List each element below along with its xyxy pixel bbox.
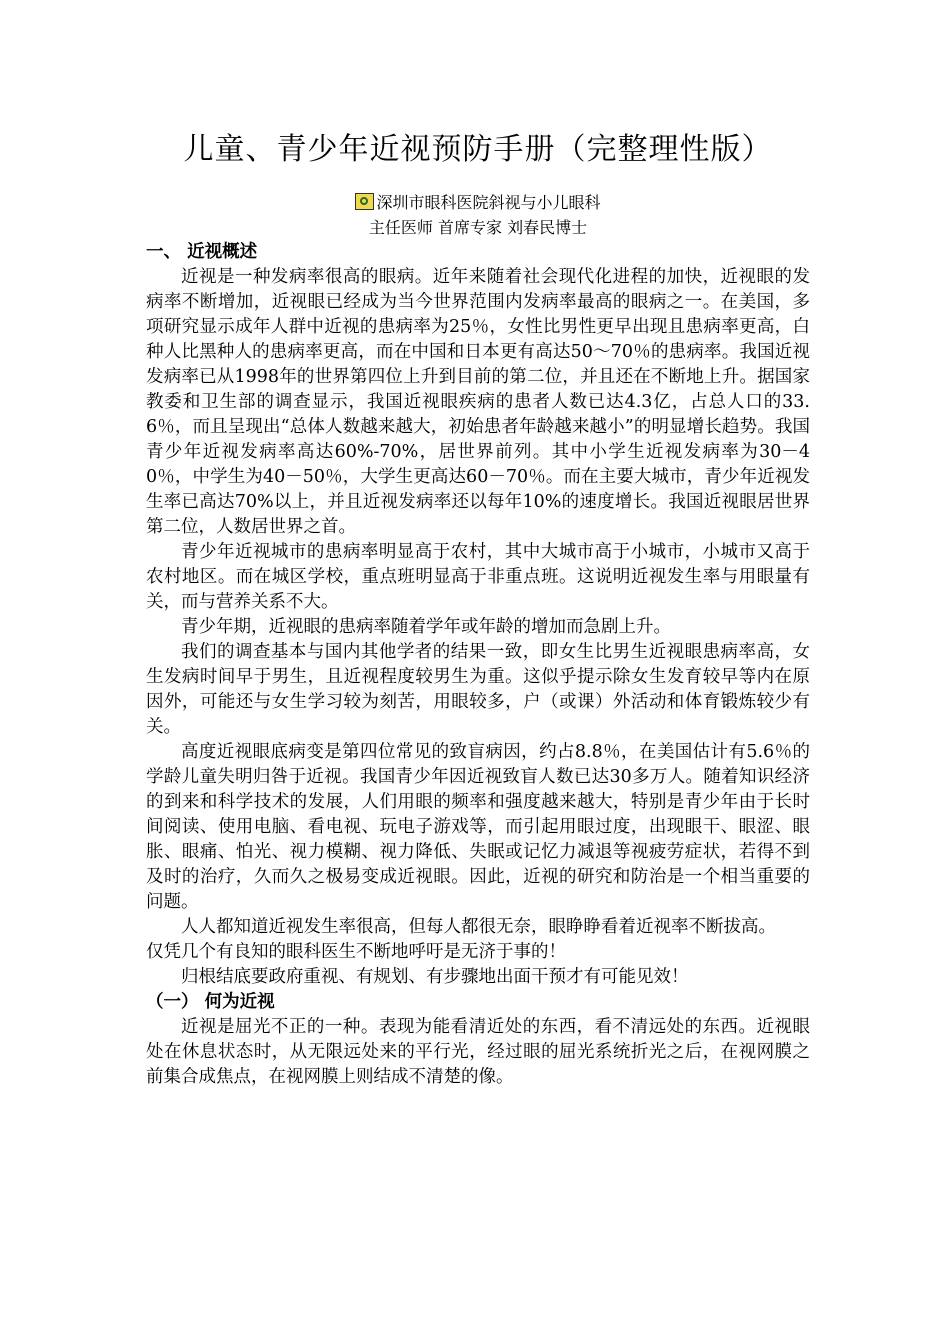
author-affiliation-text: 深圳市眼科医院斜视与小儿眼科 xyxy=(376,193,601,212)
author-affiliation xyxy=(146,190,810,215)
paragraph-2: 青少年近视城市的患病率明显高于农村，其中大城市高于小城市，小城市又高于农村地区。而在城区学校，重点班明显高于非重点班。这说明近视发生率与用眼量有关，而与营养关系不大。 xyxy=(146,542,810,612)
subsection-paragraph: 近视是屈光不正的一种。表现为能看清近处的东西，看不清远处的东西。近视眼处在休息状态时，从无限远处来的平行光，经过眼的屈光系统折光之后，在视网膜之前集合成焦点，在视网膜上则结成不清楚的像。 xyxy=(146,1017,810,1087)
author-credentials: 主任医师 首席专家 刘春民博士 xyxy=(368,218,588,237)
document-page xyxy=(146,128,810,1090)
paragraph-4: 我们的调查基本与国内其他学者的结果一致，即女生比男生近视眼患病率高，女生发病时间早于男生，且近视程度较男生为重。这似乎提示除女生发育较早等内在原因外，可能还与女生学习较为刻苦，用眼较多，户（或课）外活动和体育锻炼较少有关。 xyxy=(146,642,810,737)
hospital-logo-icon xyxy=(355,193,374,210)
paragraph-8: 归根结底要政府重视、有规划、有步骤地出面干预才有可能见效！ xyxy=(181,967,689,987)
section-heading-overview: 一、 近视概述 xyxy=(146,242,258,262)
paragraph-7: 仅凭几个有良知的眼科医生不断地呼吁是无济于事的！ xyxy=(146,942,566,962)
paragraph-6: 人人都知道近视发生率很高，但每人都很无奈，眼睁睁看着近视率不断拔高。 xyxy=(181,917,776,937)
document-title: 儿童、青少年近视预防手册（完整理性版） xyxy=(183,132,773,167)
paragraph-5: 高度近视眼底病变是第四位常见的致盲病因，约占8.8％，在美国估计有5.6％的学龄儿童失明归咎于近视。我国青少年因近视致盲人数已达30多万人。随着知识经济的到来和科学技术的发展，人们用眼的频率和强度越来越大，特别是青少年由于长时间阅读、使用电脑、看电视、玩电子游戏等，而引起用眼过度，出现眼干、眼涩、眼胀、眼痛、怕光、视力模糊、视力降低、失眠或记忆力减退等视疲劳症状，若得不到及时的治疗，久而久之极易变成近视眼。因此，近视的研究和防治是一个相当重要的问题。 xyxy=(146,742,810,912)
paragraph-3: 青少年期，近视眼的患病率随着学年或年龄的增加而急剧上升。 xyxy=(181,617,671,637)
paragraph-1: 近视是一种发病率很高的眼病。近年来随着社会现代化进程的加快，近视眼的发病率不断增加，近视眼已经成为当今世界范围内发病率最高的眼病之一。在美国，多项研究显示成年人群中近视的患病率为25％，女性比男性更早出现且患病率更高，白种人比黑种人的患病率更高，而在中国和日本更有高达50～70％的患病率。我国近视发病率已从1998年的世界第四位上升到目前的第二位，并且还在不断地上升。据国家教委和卫生部的调查显示，我国近视眼疾病的患者人数已达4.3亿，占总人口的33.6％，而且呈现出“总体人数越来越大，初始患者年龄越来越小”的明显增长趋势。我国青少年近视发病率高达60%-70%，居世界前列。其中小学生近视发病率为30－40％，中学生为40－50％，大学生更高达60－70％。而在主要大城市，青少年近视发生率已高达70%以上，并且近视发病率还以每年10%的速度增长。我国近视眼居世界第二位，人数居世界之首。 xyxy=(146,267,810,537)
subsection-heading-what-is-myopia: （一） 何为近视 xyxy=(146,992,275,1012)
